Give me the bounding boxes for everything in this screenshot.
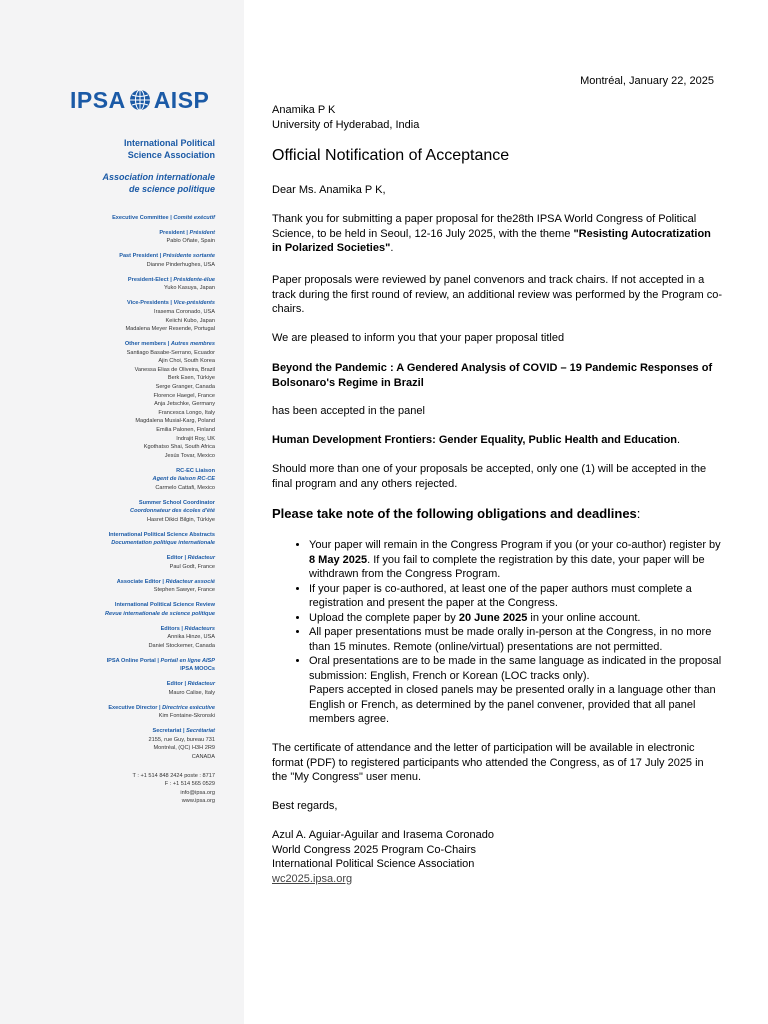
committee-group bbox=[15, 499, 215, 525]
committee-role: Secretariat | Secrétariat bbox=[152, 728, 215, 735]
list-item: • Upload the complete paper by 20 June 2025 in your online account. bbox=[309, 611, 722, 626]
list-item: • All paper presentations must be made orally in-person at the Congress, in no more than 15 minutes. Remote (online/virtual) presentations are not permitted. bbox=[309, 625, 722, 654]
contact-info bbox=[15, 772, 215, 806]
committee-member: Paul Godt, France bbox=[169, 563, 215, 570]
contact-line: F : +1 514 565 0529 bbox=[164, 781, 215, 788]
committee-member: Kim Fontaine-Skronski bbox=[158, 713, 215, 720]
panel-line: Human Development Frontiers: Gender Equality, Public Health and Education. bbox=[272, 434, 681, 446]
committee-member: Pablo Oñate, Spain bbox=[166, 238, 215, 245]
paragraph-certificate: The certificate of attendance and the letter of participation will be available in electronic format (PDF) to registered participants who attended the Congress, as of 17 July 2025 in the "My Congress" user menu. bbox=[272, 742, 704, 783]
letter-date: Montréal, January 22, 2025 bbox=[580, 75, 714, 87]
committee-member: Indrajit Roy, UK bbox=[176, 435, 215, 442]
committee-member: Carmelo Cattafi, Mexico bbox=[155, 484, 215, 491]
globe-icon bbox=[129, 89, 151, 111]
committee-list bbox=[15, 214, 215, 812]
committee-member: Jesús Tovar, Mexico bbox=[164, 452, 215, 459]
committee-member: Vanessa Elias de Oliveira, Brazil bbox=[134, 366, 215, 373]
committee-group bbox=[15, 299, 215, 333]
committee-group bbox=[15, 554, 215, 571]
committee-role: Summer School Coordinator bbox=[138, 499, 215, 506]
committee-group bbox=[15, 252, 215, 269]
salutation: Dear Ms. Anamika P K, bbox=[272, 184, 386, 196]
committee-role-french: Documentation politique internationale bbox=[111, 540, 215, 547]
committee-role: President-Elect | Présidente-élue bbox=[127, 276, 215, 283]
committee-member: Mauro Calise, Italy bbox=[168, 689, 215, 696]
committee-group bbox=[15, 531, 215, 548]
committee-member: Dianne Pinderhughes, USA bbox=[146, 261, 215, 268]
committee-member: CANADA bbox=[191, 754, 215, 761]
committee-group bbox=[15, 680, 215, 697]
committee-group bbox=[15, 625, 215, 651]
committee-role: Editor | Rédacteur bbox=[166, 681, 215, 688]
paper-title: Beyond the Pandemic : A Gendered Analysis of COVID – 19 Pandemic Responses of Bolsonaro's Regime in Brazil bbox=[272, 362, 713, 389]
committee-member: Madalena Meyer Resende, Portugal bbox=[125, 326, 215, 333]
committee-member: Montréal, (QC) H3H 2R9 bbox=[153, 745, 215, 752]
committee-group bbox=[15, 229, 215, 246]
committee-role: President | Président bbox=[159, 229, 215, 236]
committee-group bbox=[15, 340, 215, 460]
recipient-affiliation: University of Hyderabad, India bbox=[272, 118, 420, 131]
committee-group bbox=[15, 704, 215, 721]
recipient-name: Anamika P K bbox=[272, 104, 336, 116]
logo-right: AISP bbox=[153, 86, 210, 113]
committee-role: Associate Editor | Rédacteur associé bbox=[116, 578, 215, 585]
letter-title: Official Notification of Acceptance bbox=[272, 147, 510, 164]
committee-role: IPSA Online Portal | Portail en ligne AISP bbox=[106, 657, 215, 664]
congress-website-link[interactable]: wc2025.ipsa.org bbox=[272, 872, 353, 885]
committee-role: International Political Science Review bbox=[114, 602, 215, 609]
committee-role: Other members | Autres membres bbox=[124, 341, 215, 348]
committee-member: Kgothatso Shai, South Africa bbox=[143, 444, 215, 451]
ipsa-aisp-logo bbox=[70, 86, 209, 114]
contact-line: T : +1 514 848 2424 poste : 8717 bbox=[132, 772, 215, 779]
org-name-french: Association internationale de science politique bbox=[102, 172, 215, 194]
committee-member: Keiichi Kubo, Japan bbox=[165, 317, 215, 324]
committee-member: Santiago Basabe-Serrano, Ecuador bbox=[126, 349, 215, 356]
committee-member: Yuko Kasuya, Japan bbox=[163, 285, 215, 292]
logo-left: IPSA bbox=[70, 86, 126, 113]
committee-group bbox=[15, 578, 215, 595]
committee-role-extra: IPSA MOOCs bbox=[180, 666, 215, 673]
committee-member: Florence Haegel, France bbox=[153, 392, 215, 399]
list-item: • Oral presentations are to be made in the same language as indicated in the proposal submission: English, French or Korean (LOC tracks only). Papers accepted in closed panels may be presented orally in a language other than English or French, as determined by the panel convener, provided that all panel members agree. bbox=[309, 654, 722, 727]
contact-line: info@ipsa.org bbox=[180, 789, 215, 796]
list-item: • Your paper will remain in the Congress Program if you (or your co-author) register by 8 May 2025. If you fail to complete the registration by this date, your paper will be withdrawn from the Congress Program. bbox=[309, 538, 722, 582]
upload-deadline: 20 June 2025 bbox=[458, 611, 528, 624]
committee-role-french: Coordonnateur des écoles d'été bbox=[130, 508, 215, 515]
committee-member: Berk Esen, Türkiye bbox=[167, 375, 215, 382]
obligations-list bbox=[272, 538, 722, 727]
committee-member: Ajin Choi, South Korea bbox=[158, 358, 215, 365]
committee-role: Vice-Presidents | Vice-présidents bbox=[127, 300, 215, 307]
panel-title: Human Development Frontiers: Gender Equality, Public Health and Education bbox=[272, 434, 678, 446]
signature-block bbox=[272, 828, 722, 886]
paragraph-pleased: We are pleased to inform you that your paper proposal titled bbox=[272, 332, 565, 344]
paragraph-intro: Thank you for submitting a paper proposal for the28th IPSA World Congress of Political Science, to be held in Seoul, 12-16 July 2025, with the theme "Resisting Autocratization in Polarized Societies". bbox=[272, 213, 711, 254]
committee-role: Past President | Présidente sortante bbox=[119, 253, 215, 260]
committee-member: Francesca Longo, Italy bbox=[158, 409, 215, 416]
signatory-role: World Congress 2025 Program Co-Chairs bbox=[272, 843, 476, 856]
paragraph-accepted: has been accepted in the panel bbox=[272, 405, 425, 417]
committee-group bbox=[15, 467, 215, 493]
closing: Best regards, bbox=[272, 800, 338, 812]
committee-role: Editor | Rédacteur bbox=[166, 555, 215, 562]
paragraph-review: Paper proposals were reviewed by panel convenors and track chairs. If not accepted in a track during the first round of review, an additional review was performed by the Program co-chairs. bbox=[272, 274, 722, 315]
obligations-heading: Please take note of the following obligations and deadlines: bbox=[272, 506, 641, 521]
committee-member: Anja Jetschke, Germany bbox=[154, 401, 215, 408]
committee-role-french: Agent de liaison RC-CE bbox=[152, 476, 215, 483]
list-item: • If your paper is co-authored, at least one of the paper authors must complete a registration and present the paper at the Congress. bbox=[309, 582, 722, 611]
letterhead-sidebar bbox=[0, 0, 244, 1024]
committee-group bbox=[15, 727, 215, 761]
committee-member: Stephen Sawyer, France bbox=[153, 587, 215, 594]
committee-role: RC-EC Liaison bbox=[176, 467, 215, 474]
committee-member: Hasret Dikici Bilgin, Türkiye bbox=[147, 516, 215, 523]
signatories: Azul A. Aguiar-Aguilar and Irasema Coronado bbox=[272, 829, 494, 841]
committee-member: Daniel Stockemer, Canada bbox=[148, 642, 215, 649]
committee-group bbox=[15, 276, 215, 293]
paragraph-one-proposal: Should more than one of your proposals be accepted, only one (1) will be accepted in the final program and any others rejected. bbox=[272, 463, 707, 490]
committee-group bbox=[15, 657, 215, 674]
committee-member: Serge Granger, Canada bbox=[155, 383, 215, 390]
committee-member: Annika Hinze, USA bbox=[167, 634, 215, 641]
recipient-block bbox=[272, 103, 419, 132]
contact-line: www.ipsa.org bbox=[181, 798, 215, 805]
committee-group bbox=[15, 214, 215, 223]
committee-role-french: Revue internationale de science politique bbox=[104, 610, 215, 617]
committee-member: Irasema Coronado, USA bbox=[154, 308, 215, 315]
committee-role: Executive Director | Directrice exécutive bbox=[108, 704, 215, 711]
committee-role: Executive Committee | Comité exécutif bbox=[112, 215, 215, 221]
signatory-org: International Political Science Association bbox=[272, 858, 475, 870]
org-name-english: International Political Science Association bbox=[123, 138, 215, 160]
registration-deadline: 8 May 2025 bbox=[309, 553, 368, 566]
committee-role: International Political Science Abstracts bbox=[108, 531, 215, 538]
committee-member: Emilia Palonen, Finland bbox=[156, 426, 215, 433]
congress-theme: "Resisting Autocratization in Polarized Societies" bbox=[272, 227, 711, 254]
committee-member: 2155, rue Guy, bureau 731 bbox=[148, 736, 215, 743]
committee-group bbox=[15, 601, 215, 618]
committee-member: Magdalena Musiał-Karg, Poland bbox=[135, 418, 215, 425]
committee-role: Editors | Rédacteurs bbox=[160, 625, 215, 632]
